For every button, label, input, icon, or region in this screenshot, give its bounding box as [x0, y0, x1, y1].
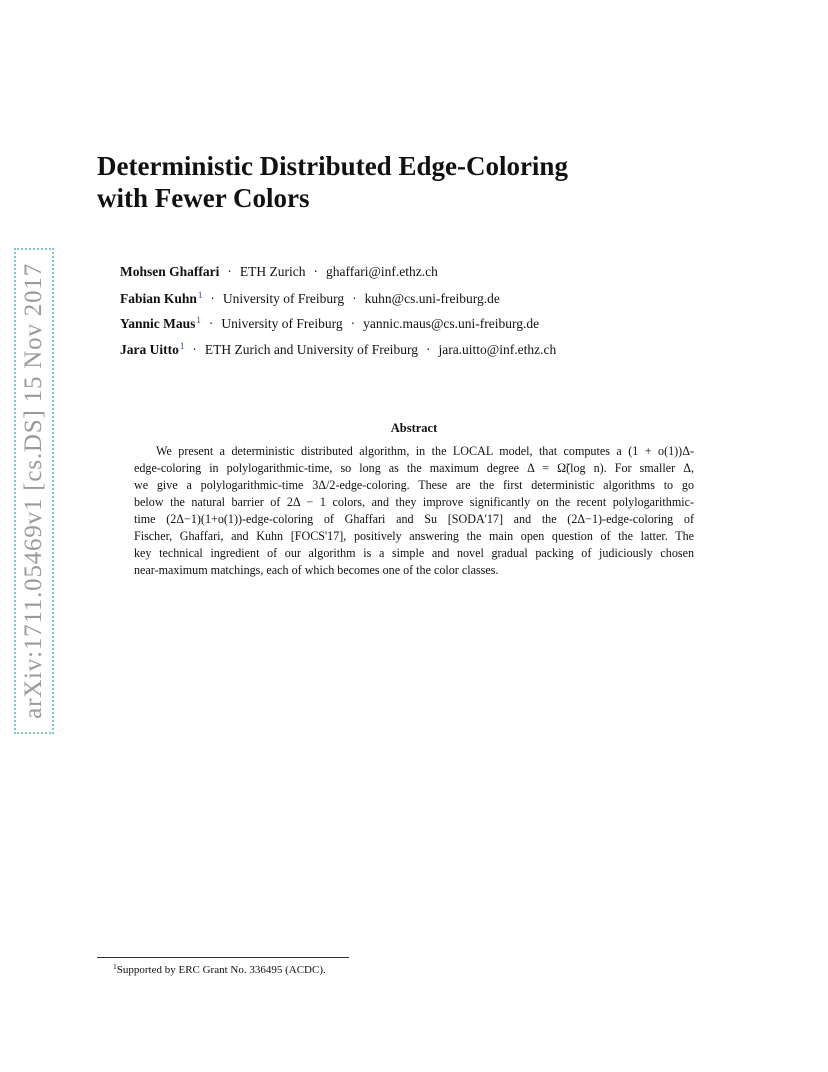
- abstract-line: below the natural barrier of 2Δ − 1 colors, and they improve significantly on the recent polylogarithmic-: [134, 495, 694, 509]
- author-email[interactable]: yannic.maus@cs.uni-freiburg.de: [363, 316, 540, 331]
- author-affiliation: University of Freiburg: [222, 290, 345, 306]
- title-line-1: Deterministic Distributed Edge-Coloring: [97, 151, 568, 181]
- abstract-line: We present a deterministic distributed algorithm, in the LOCAL model, that computes a (1 + o(1))Δ-: [156, 444, 694, 458]
- author-email[interactable]: ghaffari@inf.ethz.ch: [325, 264, 438, 279]
- separator: ·: [210, 290, 215, 306]
- author-name: Yannic Maus: [120, 316, 196, 331]
- author-list: [120, 264, 556, 366]
- abstract-line: near-maximum matchings, each of which becomes one of the color classes.: [134, 563, 499, 577]
- abstract-line: key technical ingredient of our algorithm is a simple and novel gradual packing of judiciously chosen: [134, 546, 694, 560]
- abstract-heading: Abstract: [390, 421, 438, 435]
- author-affiliation: ETH Zurich and University of Freiburg: [204, 341, 418, 357]
- footnote-link[interactable]: 1: [196, 315, 201, 325]
- separator: ·: [350, 316, 356, 331]
- footnote-mark: 1: [113, 962, 117, 971]
- author-row: [120, 315, 556, 341]
- footnote: [113, 962, 326, 976]
- author-row: [120, 341, 556, 367]
- author-email[interactable]: kuhn@cs.uni-freiburg.de: [364, 290, 500, 306]
- separator: ·: [352, 290, 357, 306]
- separator: ·: [192, 341, 197, 357]
- abstract-body: [134, 443, 694, 579]
- separator: ·: [313, 264, 318, 279]
- abstract-line: we give a polylogarithmic-time 3Δ/2-edge-coloring. These are the first deterministic algorithms to go: [134, 478, 694, 492]
- separator: ·: [227, 264, 232, 279]
- author-affiliation: ETH Zurich: [239, 264, 306, 279]
- abstract-line: Fischer, Ghaffari, and Kuhn [FOCS'17], positively answering the main open question of the latter. The: [134, 529, 694, 543]
- author-email[interactable]: jara.uitto@inf.ethz.ch: [438, 341, 557, 357]
- author-name: Fabian Kuhn: [120, 290, 197, 306]
- footnote-text: Supported by ERC Grant No. 336495 (ACDC).: [116, 964, 326, 976]
- title-line-2: with Fewer Colors: [97, 183, 310, 213]
- footnote-link[interactable]: 1: [197, 289, 203, 300]
- author-row: [120, 290, 556, 316]
- paper-title: [97, 150, 737, 214]
- author-row: [120, 264, 556, 290]
- abstract-line: edge-coloring in polylogarithmic-time, so long as the maximum degree Δ = Ω̃(log n). For smaller Δ,: [134, 461, 694, 475]
- footnote-rule: [97, 957, 349, 958]
- abstract-line: time (2Δ−1)(1+o(1))-edge-coloring of Ghaffari and Su [SODA'17] and the (2Δ−1)-edge-coloring of: [134, 512, 694, 526]
- separator: ·: [425, 341, 431, 357]
- arxiv-identifier: arXiv:1711.05469v1 [cs.DS] 15 Nov 2017: [20, 263, 47, 719]
- author-affiliation: University of Freiburg: [221, 316, 343, 331]
- arxiv-stamp: [14, 248, 54, 734]
- separator: ·: [208, 316, 214, 331]
- footnote-link[interactable]: 1: [179, 340, 185, 351]
- author-name: Jara Uitto: [120, 341, 179, 357]
- author-name: Mohsen Ghaffari: [120, 264, 220, 279]
